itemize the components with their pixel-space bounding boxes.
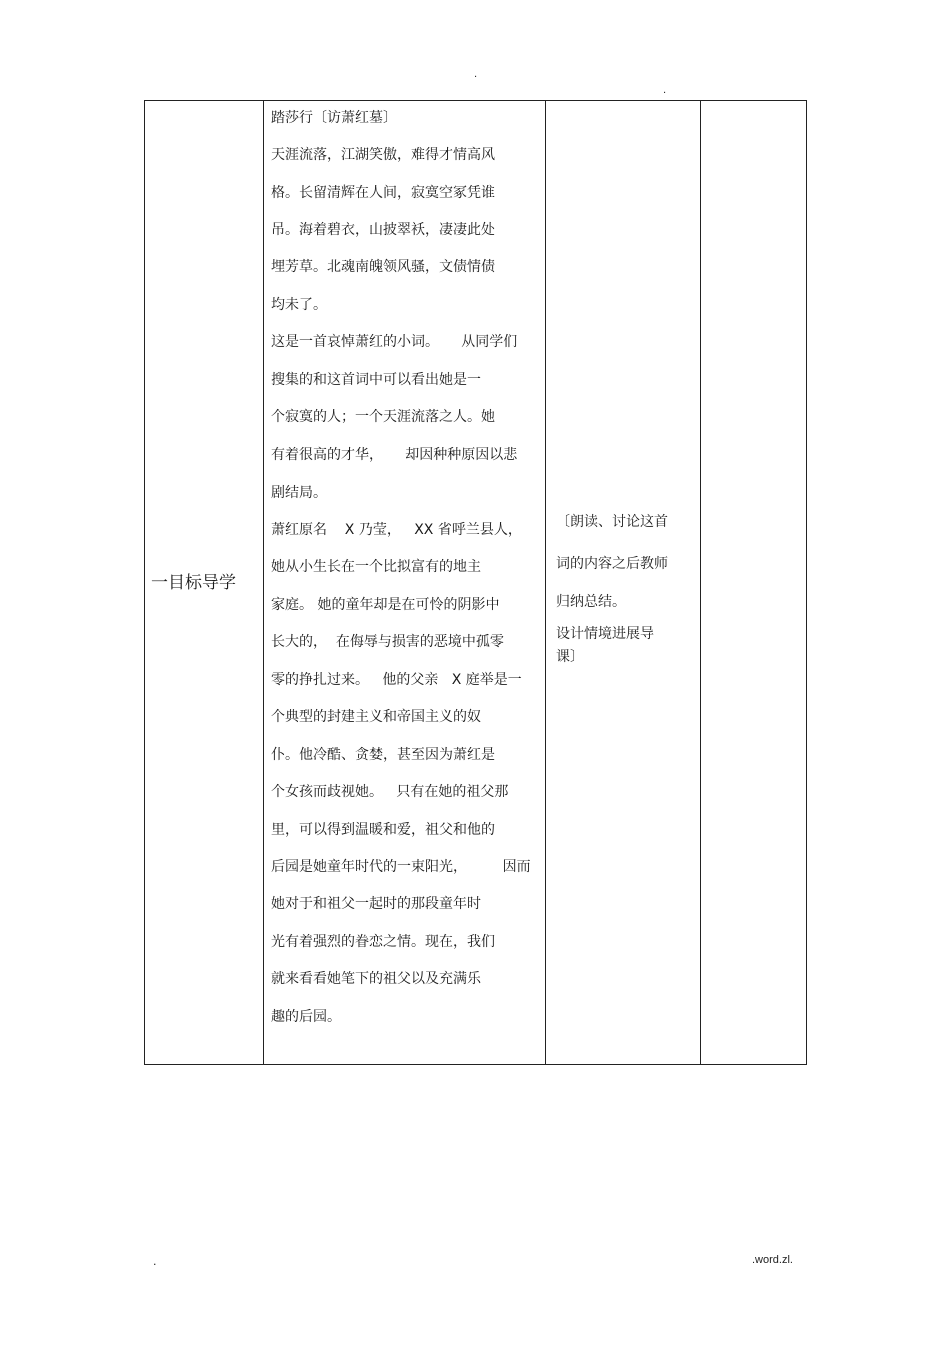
content-line-5: 埋芳草。北魂南魄领风骚，文债情债 xyxy=(271,259,495,275)
content-line-8: 搜集的和这首词中可以看出她是一 xyxy=(271,372,481,388)
content-line-25: 趣的后园。 xyxy=(271,1009,341,1025)
content-line-1: 踏莎行〔访萧红墓〕 xyxy=(271,110,397,126)
content-line-20: 里，可以得到温暖和爱，祖父和他的 xyxy=(271,822,495,838)
content-line-10: 有着很高的才华， 却因种种原因以悲 xyxy=(271,447,518,463)
content-line-4: 吊。海着碧衣，山披翠袄，凄凄此处 xyxy=(271,222,495,238)
content-line-7: 这是一首哀悼萧红的小词。 从同学们 xyxy=(271,334,518,350)
note-line-2: 词的内容之后教师 xyxy=(556,556,668,572)
content-line-11: 剧结局。 xyxy=(271,485,327,501)
content-line-17: 个典型的封建主义和帝国主义的奴 xyxy=(271,709,481,725)
empty-cell xyxy=(701,101,807,1064)
content-line-15: 长大的， 在侮辱与损害的恶境中孤零 xyxy=(271,634,504,650)
content-line-18: 仆。他冷酷、贪婪，甚至因为萧红是 xyxy=(271,747,495,763)
content-line-12: 萧红原名 X 乃莹， XX 省呼兰县人， xyxy=(271,522,522,538)
note-line-3: 归纳总结。 xyxy=(556,594,626,610)
top-dot-2: . xyxy=(663,85,667,96)
content-line-22: 她对于和祖父一起时的那段童年时 xyxy=(271,896,481,912)
note-line-5: 课〕 xyxy=(556,649,584,665)
notes-cell xyxy=(546,101,701,1064)
content-line-19: 个女孩而歧视她。 只有在她的祖父那 xyxy=(271,784,509,800)
content-line-14: 家庭。 她的童年却是在可怜的阴影中 xyxy=(271,597,500,613)
content-line-13: 她从小生长在一个比拟富有的地主 xyxy=(271,559,481,575)
note-line-1: 〔朗读、讨论这首 xyxy=(556,514,668,530)
top-dot-1: . xyxy=(474,69,478,80)
content-line-23: 光有着强烈的眷恋之情。现在，我们 xyxy=(271,934,495,950)
content-line-16: 零的挣扎过来。 他的父亲 X 庭举是一 xyxy=(271,672,522,688)
content-line-6: 均未了。 xyxy=(271,297,327,313)
content-line-21: 后园是她童年时代的一束阳光， 因而 xyxy=(271,859,531,875)
content-line-3: 格。长留清辉在人间，寂寞空冢凭谁 xyxy=(271,185,495,201)
content-cell xyxy=(264,101,546,1064)
note-line-4: 设计情境进展导 xyxy=(556,626,654,642)
lesson-plan-table xyxy=(144,100,807,1065)
section-label: 一目标导学 xyxy=(151,573,236,593)
footer-left-dot: . xyxy=(153,1255,157,1268)
content-line-9: 个寂寞的人；一个天涯流落之人。她 xyxy=(271,409,495,425)
footer-site-text: .word.zl. xyxy=(752,1254,793,1266)
section-cell xyxy=(145,101,264,1064)
content-line-24: 就来看看她笔下的祖父以及充满乐 xyxy=(271,971,481,987)
content-line-2: 天涯流落，江湖笑傲，难得才情高风 xyxy=(271,147,495,163)
